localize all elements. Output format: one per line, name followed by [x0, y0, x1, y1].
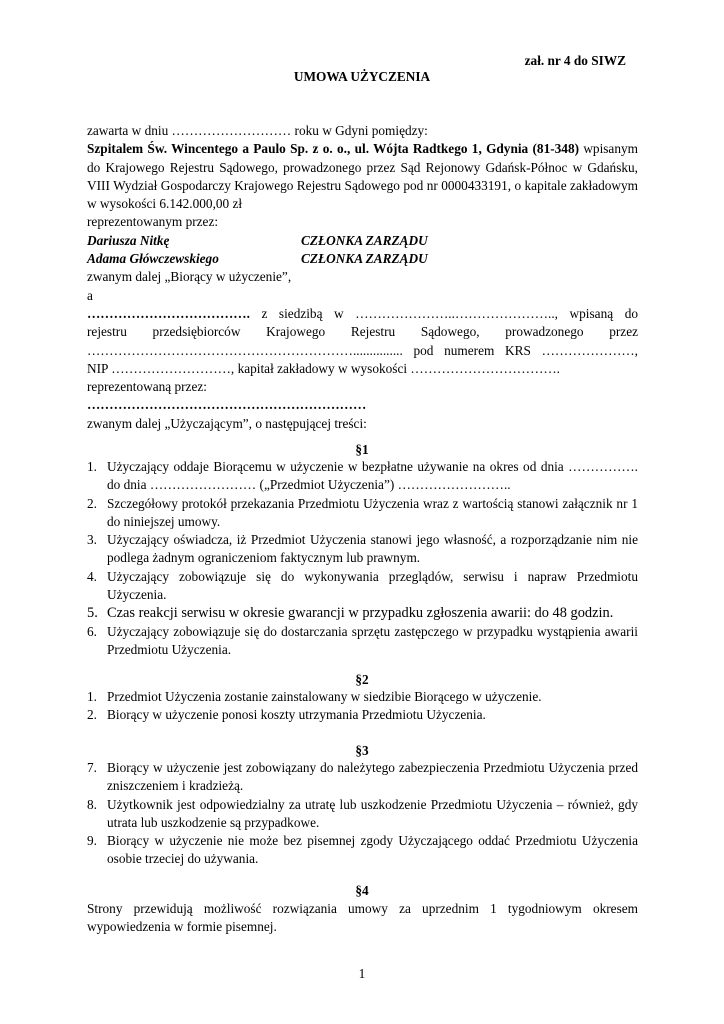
signatory-role: CZŁONKA ZARZĄDU: [301, 251, 428, 267]
lender-alias: zwanym dalej „Użyczającym”, o następującej treści:: [87, 415, 367, 431]
signatory-name: Dariusza Nitkę: [87, 232, 170, 248]
section-4-paragraph: Strony przewidują możliwość rozwiązania umowy za uprzednim 1 tygodniowym okresem wypowiedzenia w formie pisemnej.: [87, 901, 638, 935]
section-1-list: [87, 458, 638, 659]
attachment-reference: zał. nr 4 do SIWZ: [524, 53, 626, 68]
party1-description: [87, 140, 638, 213]
list-item: 7. Biorący w użyczenie jest zobowiązany do należytego zabezpieczenia Przedmiotu Użyczenia przed zniszczeniem i kradzieżą.: [87, 760, 638, 794]
conjunction: a: [87, 287, 93, 303]
party2-line2: rejestru przedsiębiorców Krajowego Rejestru Sądowego, prowadzonego przez: [87, 324, 638, 340]
party1-name: Szpitalem Św. Wincentego a Paulo Sp. z o. o., ul. Wójta Radtkego 1, Gdynia (81-348): [87, 141, 580, 157]
list-item: 1. Przedmiot Użyczenia zostanie zainstalowany w siedzibie Biorącego w użyczenie.: [87, 689, 542, 704]
document-title: UMOWA UŻYCZENIA: [293, 69, 431, 84]
list-item: 5. Czas reakcji serwisu w okresie gwarancji w przypadku zgłoszenia awarii: do 48 godzin.: [87, 605, 614, 622]
party2-name-placeholder: ……………………………….: [87, 305, 250, 321]
party1-details: wpisanym do Krajowego Rejestru Sądowego, prowadzonego przez Sąd Rejonowy Gdańsk-Północ w Gdańsku, VIII Wydział Gospodarczy Krajowego Rejestru Sądowego pod nr 0000433191, o kapitale zakładowym w wysokości 6.142.000,00 zł: [87, 141, 638, 212]
list-item: 1. Użyczający oddaje Biorącemu w użyczenie w bezpłatne używanie na okres od dnia ……………. do dnia …………………… („Przedmiot Użyczenia”) ……………………..: [87, 459, 638, 493]
borrower-alias: zwanym dalej „Biorący w użyczenie”,: [87, 269, 292, 285]
party2-line4: NIP ………………………, kapitał zakładowy w wysokości …………………………….: [87, 360, 560, 376]
represented-by-label-2: reprezentowaną przez:: [87, 379, 207, 395]
party2-line3: ……………………………………………………............... pod numerem KRS …………………,: [87, 342, 638, 358]
signatory-role: CZŁONKA ZARZĄDU: [301, 232, 428, 248]
section-heading: §2: [355, 672, 369, 687]
list-item: 2. Biorący w użyczenie ponosi koszty utrzymania Przedmiotu Użyczenia.: [87, 707, 486, 723]
contract-parties: [87, 122, 638, 433]
list-item: 2. Szczegółowy protokół przekazania Przedmiotu Użyczenia wraz z wartością stanowi załącznik nr 1 do niniejszej umowy.: [87, 495, 638, 529]
list-item: 6. Użyczający zobowiązuje się do dostarczania sprzętu zastępczego w przypadku wystąpienia awarii Przedmiotu Użyczenia.: [87, 623, 638, 657]
list-item: 8. Użytkownik jest odpowiedzialny za utratę lub uszkodzenie Przedmiotu Użyczenia – również, gdy utrata lub uszkodzenie są przypadkowe.: [87, 796, 638, 830]
contract-date-line: zawarta w dniu ……………………… roku w Gdyni pomiędzy:: [87, 123, 428, 138]
section-heading: §4: [355, 883, 369, 898]
signatory-name: Adama Główczewskiego: [87, 251, 219, 267]
list-item: 9. Biorący w użyczenie nie może bez pisemnej zgody Użyczającego oddać Przedmiotu Użyczenia osobie trzeciej do używania.: [87, 833, 638, 867]
party2-line1: ………………………………. z siedzibą w …………………..………………….., wpisaną do: [87, 305, 638, 321]
section-2-list: [87, 688, 638, 725]
represented-by-label: reprezentowanym przez:: [87, 214, 219, 230]
section-heading: §3: [355, 743, 369, 758]
page-number: 1: [358, 966, 366, 981]
section-3-list: [87, 759, 638, 869]
list-item: 3. Użyczający oświadcza, iż Przedmiot Użyczenia stanowi jego własność, a rozporządzanie nim nie podlega żadnym ograniczeniom faktycznym lub prawnym.: [87, 532, 638, 566]
signatory-row: [87, 232, 638, 250]
list-item: 4. Użyczający zobowiązuje się do wykonywania przeglądów, serwisu i napraw Przedmiotu Użyczenia.: [87, 568, 638, 603]
party2-representative-placeholder: ………………………………………………………: [87, 397, 367, 413]
section-heading: §1: [355, 442, 369, 457]
signatory-row: [87, 250, 638, 268]
